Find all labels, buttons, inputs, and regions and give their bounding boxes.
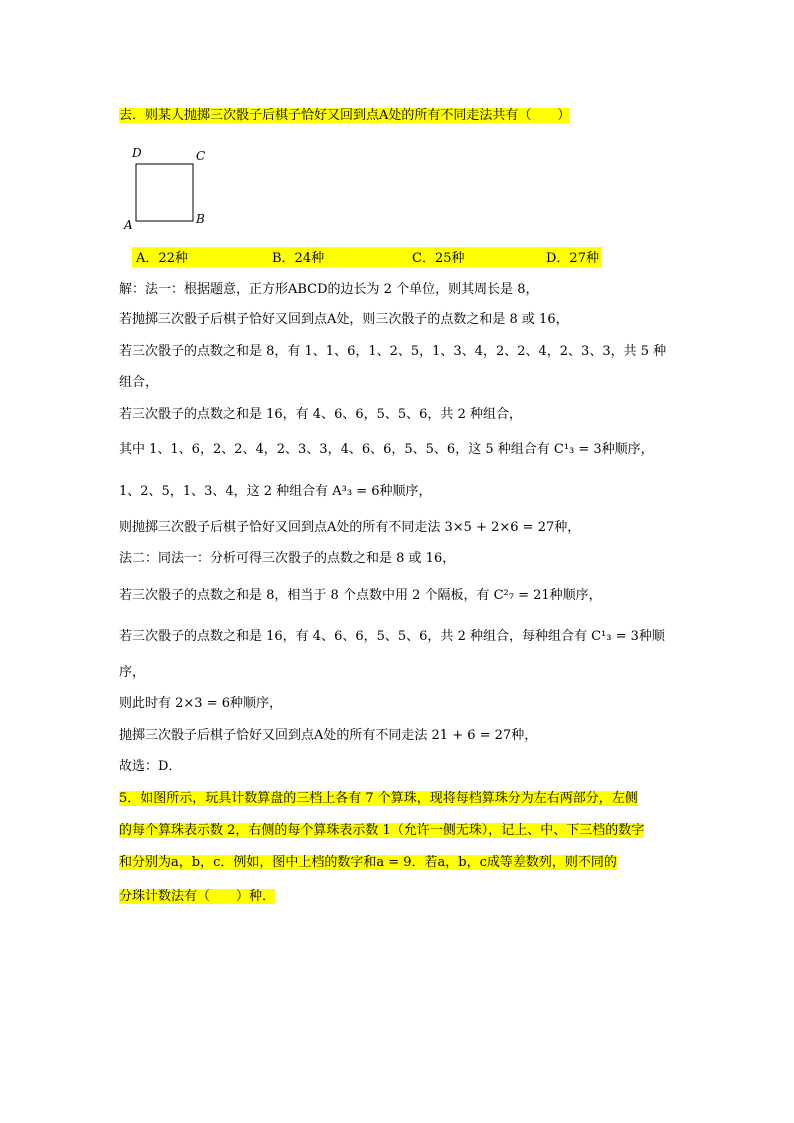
solution-line: 若三次骰子的点数之和是 8，有 1、1、6，1、2、5，1、3、4，2、2、4，2、3、3，共 5 种 (119, 344, 667, 359)
question-5-line (119, 887, 275, 907)
question-5-text: 和分别为a，b，c．例如，图中上档的数字和a = 9．若a，b，c成等差数列，则不同的 (119, 855, 617, 870)
question-4-stem (119, 106, 570, 126)
choice-d: D．27种 (546, 251, 599, 266)
choices-highlight (132, 247, 602, 267)
solution-line: 序， (119, 665, 146, 680)
solution-line: 若三次骰子的点数之和是 16，有 4、6、6，5、5、6，共 2 种组合，每种组合有 C¹₃ = 3种顺 (119, 629, 665, 644)
vertex-label-d: D (132, 146, 142, 160)
question-5-text: 的每个算珠表示数 2，右侧的每个算珠表示数 1（允许一侧无珠），记上、中、下三档的数字 (119, 823, 645, 838)
solution-line: 若抛掷三次骰子后棋子恰好又回到点A处，则三次骰子的点数之和是 8 或 16， (119, 312, 569, 327)
solution-line: 组合， (119, 375, 159, 390)
vertex-label-b: B (196, 212, 205, 226)
solution-line: 法二：同法一：分析可得三次骰子的点数之和是 8 或 16， (119, 551, 456, 566)
question-5-line (119, 853, 617, 873)
choice-b: B．24种 (272, 251, 325, 266)
solution-answer: 故选：D． (119, 759, 182, 774)
solution-line: 解：法一：根据题意，正方形ABCD的边长为 2 个单位，则其周长是 8， (119, 282, 539, 297)
solution-line: 若三次骰子的点数之和是 8，相当于 8 个点数中用 2 个隔板，有 C²₇ = 21种顺序， (119, 588, 602, 603)
vertex-label-c: C (196, 149, 206, 163)
solution-line: 则抛掷三次骰子后棋子恰好又回到点A处的所有不同走法 3×5 + 2×6 = 27种， (119, 520, 581, 535)
choice-a: A．22种 (136, 251, 188, 266)
question-4-stem-text: 去．则某人抛掷三次骰子后棋子恰好又回到点A处的所有不同走法共有（ ） (119, 108, 571, 123)
solution-line: 1、2、5，1、3、4，这 2 种组合有 A³₃ = 6种顺序， (119, 484, 432, 499)
solution-line: 则此时有 2×3 = 6种顺序， (119, 696, 282, 711)
vertex-label-a: A (124, 218, 133, 232)
solution-line: 其中 1、1、6，2、2、4，2、3、3，4、6、6，5、5、6，这 5 种组合有 C¹₃ = 3种顺序， (119, 442, 654, 457)
solution-line: 抛掷三次骰子后棋子恰好又回到点A处的所有不同走法 21 + 6 = 27种， (119, 728, 538, 743)
question-5-text: 分珠计数法有（ ）种． (119, 889, 276, 904)
square-abcd-figure (118, 146, 218, 232)
question-5-line (119, 789, 638, 809)
question-5-text: 5．如图所示，玩具计数算盘的三档上各有 7 个算珠，现将每档算珠分为左右两部分，左侧 (119, 791, 638, 806)
question-5-line (119, 821, 644, 841)
solution-line: 若三次骰子的点数之和是 16，有 4、6、6，5、5、6，共 2 种组合， (119, 407, 522, 422)
choice-c: C．25种 (412, 251, 465, 266)
